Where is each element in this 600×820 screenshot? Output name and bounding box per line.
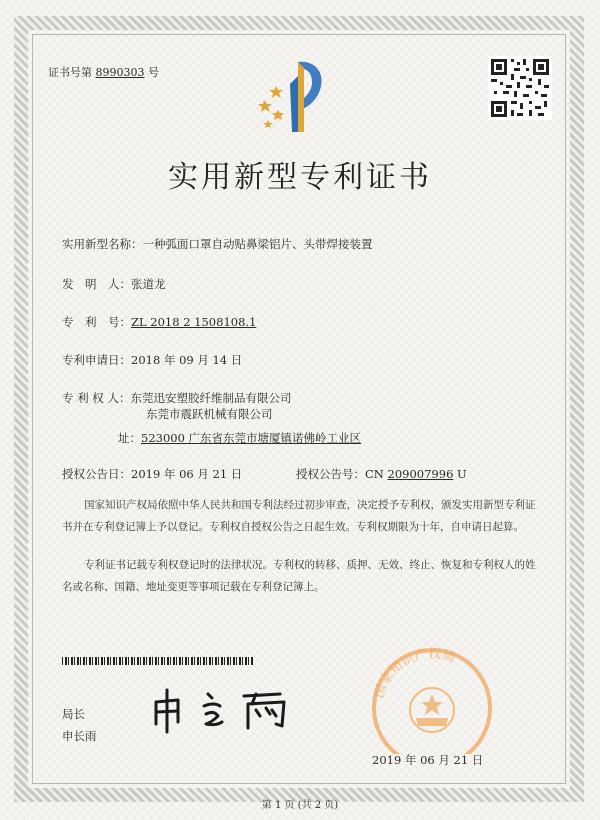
inventor-value: 张道龙 [131,277,166,291]
inventor-label: 发 明 人： [62,277,131,291]
grant-number-value: 209007996 [387,467,454,481]
utility-model-name-label: 实用新型名称： [62,237,143,251]
commissioner-name: 申长雨 [62,729,97,743]
patent-number-value: ZL 2018 2 1508108.1 [131,315,257,329]
patentee-row [62,390,291,406]
official-seal-icon [364,646,500,754]
address-label: 址： [118,431,141,445]
address-value: 523000 广东省东莞市塘厦镇诺佛岭工业区 [141,431,362,445]
certificate-title: 实用新型专利证书 [168,160,432,195]
seal-ring-text: 国家知识产权局 [372,646,457,700]
cnipa-logo-icon [254,54,338,138]
certificate-number-value: 8990303 [95,66,145,79]
grant-number-prefix: CN [365,467,384,481]
qr-code-icon [488,56,552,120]
commissioner-title: 局长 [62,707,85,721]
grant-date-value: 2019 年 06 月 21 日 [131,467,243,481]
inventor-row [62,276,166,292]
patent-number-row [62,314,256,330]
grant-number-suffix: U [457,467,467,481]
patent-number-label: 专 利 号： [62,315,131,329]
legal-status-paragraph: 专利证书记载专利权登记时的法律状况。专利权的转移、质押、无效、终止、恢复和专利权人的姓名或名称、国籍、地址变更等事项记载在专利登记簿上。 [62,559,536,593]
utility-model-name-row [62,236,373,252]
certificate-number-suffix: 号 [148,66,159,79]
filing-date-row [62,352,242,368]
utility-model-name-value: 一种弧面口罩自动贴鼻梁铝片、头带焊接装置 [142,237,373,251]
patentee-label: 专 利 权 人： [62,391,131,405]
address-row [118,430,361,446]
patentee-value-2: 东莞市震跃机械有限公司 [146,407,273,421]
barcode-icon [62,657,254,665]
patentee-value-1: 东莞迅安塑胶纤维制品有限公司 [130,391,292,405]
seal-date: 2019 年 06 月 21 日 [372,753,484,767]
grant-date-row [62,466,242,482]
grant-date-label: 授权公告日： [62,467,131,481]
filing-date-label: 专利申请日： [62,353,131,367]
handwritten-signature-icon [148,684,308,736]
certificate-number [48,64,159,80]
page-footer: 第 1 页 (共 2 页) [261,800,339,811]
grant-statement-paragraph: 国家知识产权局依照中华人民共和国专利法经过初步审查，决定授予专利权，颁发实用新型专利证书并在专利登记簿上予以登记。专利权自授权公告之日起生效。专利权期限为十年，自申请日起算。 [62,499,536,533]
grant-number-label: 授权公告号： [296,467,365,481]
certificate-number-label: 证书号第 [48,66,92,79]
grant-number-row [296,466,467,482]
filing-date-value: 2018 年 09 月 14 日 [131,353,243,367]
